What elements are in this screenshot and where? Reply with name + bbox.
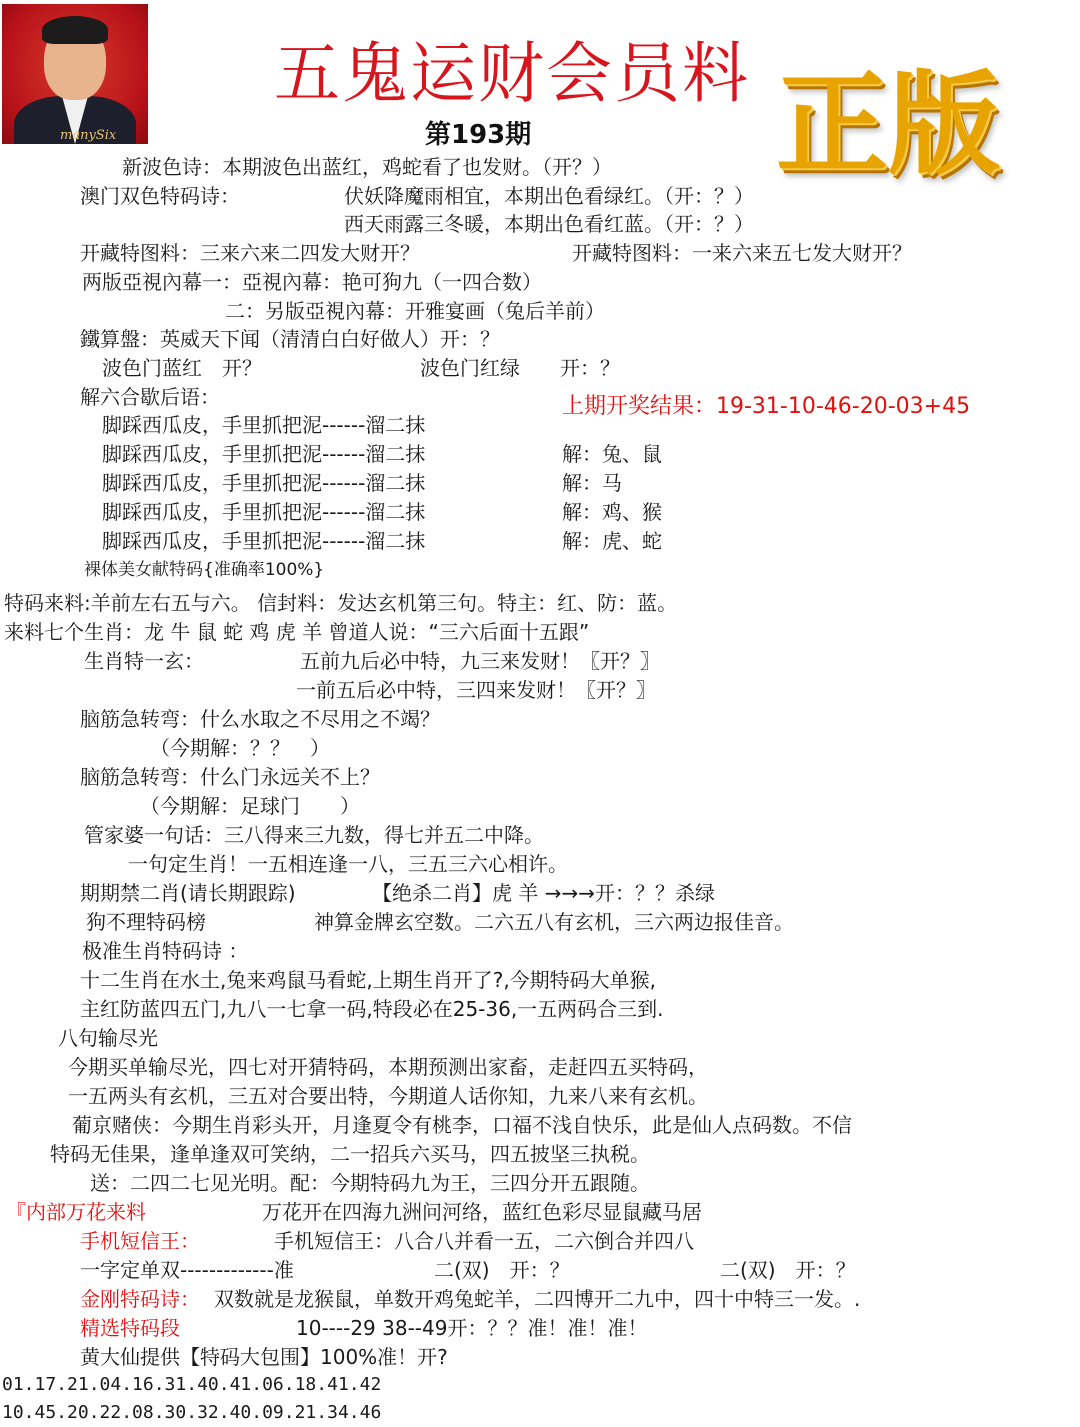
text-line: 裸体美女献特码{准确率100%} [84,560,325,580]
text-line: 八句输尽光 [58,1026,158,1050]
text-line: 脚踩西瓜皮，手里抓把泥------溜二抹 [102,413,426,437]
text-line: 万花开在四海九洲问河络，蓝红色彩尽显鼠藏马居 [262,1200,702,1224]
text-line: 一前五后必中特，三四来发财！〖开？〗 [296,678,656,702]
text-line: 葡京赌侠：今期生肖彩头开，月逢夏令有桃李，口福不浅自快乐，此是仙人点码数。不信 [72,1113,852,1137]
text-line: 期期禁二肖(请长期跟踪) [80,881,296,905]
text-line: 解：鸡、猴 [562,500,662,524]
text-line: 脑筋急转弯：什么水取之不尽用之不竭？ [80,707,440,731]
text-line: 澳门双色特码诗： [80,184,240,208]
text-line: 特码无佳果，逢单逢双可笑纳，二一招兵六买马，四五披坚三执税。 [50,1142,650,1166]
text-line: 今期买单输尽光，四七对开猜特码，本期预测出家畜，走赶四五买特码， [68,1055,708,1079]
text-line: 神算金牌玄空数。二六五八有玄机，三六两边报佳音。 [314,910,794,934]
text-line: 一字定单双-------------准 [80,1258,294,1282]
text-line: 『内部万花来料 [6,1200,146,1224]
text-line: 一五两头有玄机，三五对合要出特，今期道人话你知，九来八来有玄机。 [68,1084,708,1108]
host-portrait [2,4,148,144]
text-line: 金刚特码诗： [80,1287,200,1311]
text-line: 精选特码段 [80,1316,180,1340]
text-line: 伏妖降魔雨相宜，本期出色看绿红。（开：？） [344,184,754,208]
text-line: 新波色诗：本期波色出蓝红，鸡蛇看了也发财。（开？） [122,155,612,179]
text-line: 波色门蓝红 开？ [102,356,262,380]
text-line: 一句定生肖！一五相连逢一八，三五三六心相许。 [128,852,568,876]
genuine-stamp: 正版 [776,59,1000,190]
portrait-signature: manySix [60,128,117,143]
text-line: 脚踩西瓜皮，手里抓把泥------溜二抹 [102,529,426,553]
text-line: 脚踩西瓜皮，手里抓把泥------溜二抹 [102,500,426,524]
page-title: 五鬼运财会员料 [274,35,750,112]
text-line: 鐵算盤：英威天下闻（清清白白好做人）开：？ [80,327,500,351]
text-line: 黄大仙提供【特码大包围】100%准！开? [80,1345,448,1369]
text-line: 手机短信王： [80,1229,200,1253]
text-line: 二(双) 开：？ [720,1258,856,1282]
text-line: 10----29 38--49开：？？准！准！准！ [296,1316,648,1340]
text-line: 十二生肖在水土,兔来鸡鼠马看蛇,上期生肖开了?,今期特码大单猴, [80,968,657,992]
number-list: 10.45.20.22.08.30.32.40.09.21.34.46 [2,1402,382,1423]
text-line: 二：另版亞視內幕：开雅宴画（兔后羊前） [225,299,605,323]
text-line: 二(双) 开：？ [434,1258,570,1282]
text-line: 狗不理特码榜 [86,910,206,934]
text-line: 开藏特图料：一来六来五七发大财开？ [572,241,912,265]
text-line: （今期解：？？ ） [150,736,330,760]
text-line: 管家婆一句话：三八得来三九数，得七并五二中降。 [84,823,544,847]
number-list: 01.17.21.04.16.31.40.41.06.18.41.42 [2,1374,382,1395]
text-line: 送：二四二七见光明。配：今期特码九为王，三四分开五跟随。 [90,1171,650,1195]
text-line: 双数就是龙猴鼠，单数开鸡兔蛇羊，二四博开二九中，四十中特三一发。. [214,1287,861,1311]
text-line: 手机短信王：八合八并看一五，二六倒合并四八 [274,1229,694,1253]
text-line: 解：兔、鼠 [562,442,662,466]
text-line: 解：虎、蛇 [562,529,662,553]
text-line: 脚踩西瓜皮，手里抓把泥------溜二抹 [102,442,426,466]
text-line: 极准生肖特码诗 ： [82,939,249,963]
text-line: 两版亞視內幕一：亞視內幕：艳可狗九（一四合数） [82,270,542,294]
text-line: 开藏特图料：三来六来二四发大财开？ [80,241,420,265]
last-draw-result: 上期开奖结果：19-31-10-46-20-03+45 [562,394,971,419]
text-line: 波色门红绿 开：？ [420,356,620,380]
text-line: 特码来料:羊前左右五与六。 信封料：发达玄机第三句。特主：红、防：蓝。 [4,591,678,615]
text-line: 五前九后必中特，九三来发财！〖开？〗 [300,649,660,673]
text-line: 生肖特一玄： [84,649,204,673]
text-line: 主红防蓝四五门,九八一七拿一码,特段必在25-36,一五两码合三到. [80,997,664,1021]
text-line: 西天雨露三冬暖，本期出色看红蓝。（开：？） [344,212,754,236]
text-line: 来料七个生肖：龙 牛 鼠 蛇 鸡 虎 羊 曾道人说：“三六后面十五跟” [4,620,590,644]
text-line: 【绝杀二肖】虎 羊 →→→开：？？杀绿 [372,881,715,905]
text-line: 解：马 [562,471,622,495]
issue-number: 第193期 [425,120,532,150]
text-line: 脑筋急转弯：什么门永远关不上？ [80,765,380,789]
text-line: （今期解：足球门 ） [140,794,360,818]
text-line: 脚踩西瓜皮，手里抓把泥------溜二抹 [102,471,426,495]
text-line: 解六合歇后语： [80,385,220,409]
